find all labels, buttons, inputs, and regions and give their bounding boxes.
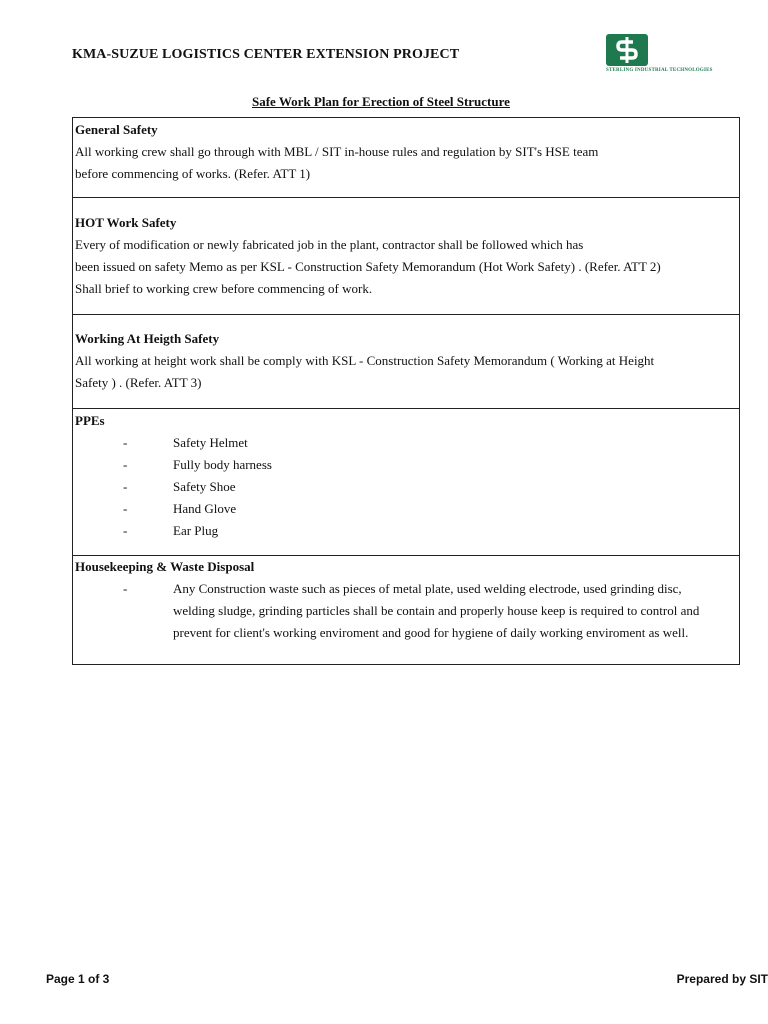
prepared-by: Prepared by SIT [676,972,768,986]
ppe-item [75,432,739,454]
ppe-item-label: Safety Helmet [173,435,248,450]
bullet-dash: - [123,501,128,516]
project-title: KMA-SUZUE LOGISTICS CENTER EXTENSION PROJECT [72,47,460,62]
section-heading: General Safety [75,122,158,137]
ppe-item [75,476,739,498]
document-title: Safe Work Plan for Erection of Steel Structure [252,94,510,109]
section-line: been issued on safety Memo as per KSL - Construction Safety Memorandum (Hot Work Safety) . (Refer. ATT 2) [75,259,661,274]
section-line: All working at height work shall be comply with KSL - Construction Safety Memorandum ( Working at Height [75,353,655,368]
section-line: All working crew shall go through with MBL / SIT in-house rules and regulation by SIT's HSE team [75,144,599,159]
ppe-item-label: Fully body harness [173,457,272,472]
section-hot-work-safety [73,198,739,315]
housekeeping-item [75,578,739,644]
bullet-dash: - [123,435,128,450]
ppe-item-label: Safety Shoe [173,479,236,494]
section-working-at-height [73,315,739,409]
ppe-item-label: Hand Glove [173,501,237,516]
logo-company-name: STERLING INDUSTRIAL TECHNOLOGIES [606,68,713,73]
section-line: Shall brief to working crew before commencing of work. [75,281,373,296]
section-line: before commencing of works. (Refer. ATT 1) [75,166,311,181]
section-heading: Housekeeping & Waste Disposal [75,559,255,574]
section-ppes [73,409,739,556]
ppe-item [75,520,739,542]
ppe-item [75,498,739,520]
section-heading: HOT Work Safety [75,215,177,230]
company-logo [604,33,728,77]
section-housekeeping [73,556,739,664]
section-heading: Working At Heigth Safety [75,331,220,346]
section-line: Every of modification or newly fabricated job in the plant, contractor shall be followed which has [75,237,584,252]
section-line: Safety ) . (Refer. ATT 3) [75,375,202,390]
sit-logo-icon [606,34,648,66]
safety-plan-table [72,117,740,665]
section-general-safety [73,118,739,198]
bullet-dash: - [123,479,128,494]
bullet-dash: - [123,523,128,538]
bullet-dash: - [123,581,128,596]
bullet-dash: - [123,457,128,472]
page-number: Page 1 of 3 [46,972,110,986]
housekeeping-text: Any Construction waste such as pieces of metal plate, used welding electrode, used grinding disc, welding sludge, grinding particles shall be contain and properly house keep is required to control and prevent for client's working enviroment and good for hygiene of daily working enviroment as well. [173,581,700,640]
ppe-item [75,454,739,476]
section-heading: PPEs [75,413,105,428]
ppe-item-label: Ear Plug [173,523,219,538]
